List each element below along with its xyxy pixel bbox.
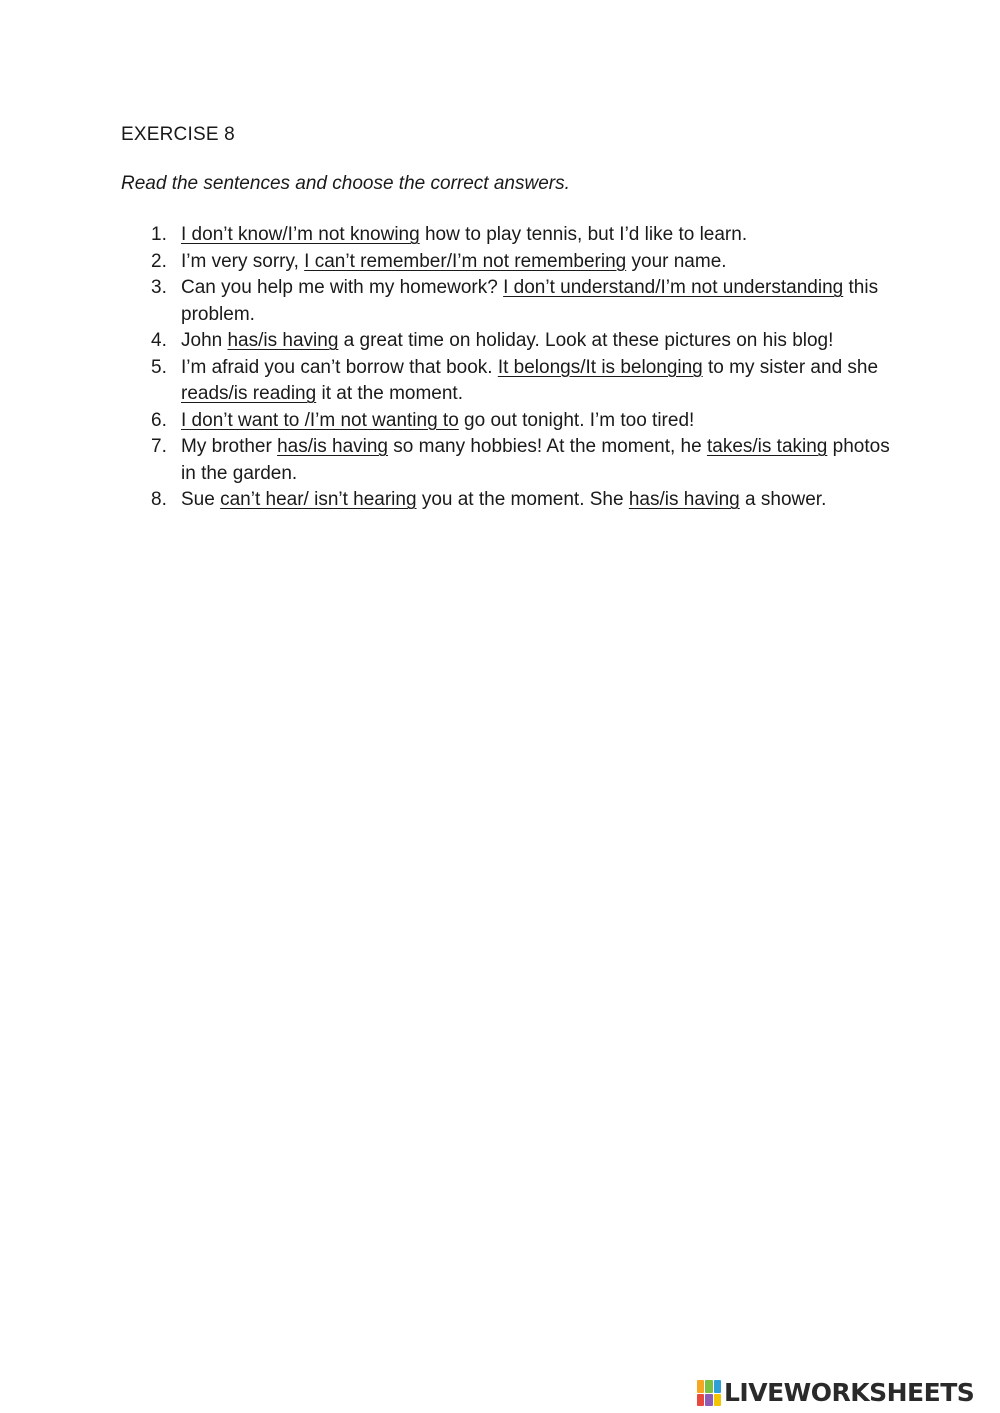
sentence-text: I’m very sorry, — [181, 250, 305, 272]
sentence-text: a great time on holiday. Look at these pictures on his blog! — [338, 330, 834, 351]
sentence-text: this problem. — [181, 277, 879, 325]
exercise-item — [151, 434, 891, 487]
exercise-title: EXERCISE 8 — [121, 124, 235, 145]
logo-text: LIVEWORKSHEETS — [724, 1378, 975, 1407]
exercise-item — [151, 249, 891, 276]
answer-choice: can’t hear/ isn’t hearing — [220, 489, 417, 510]
answer-choice: has/is having — [628, 489, 740, 510]
answer-choice: It belongs/It is belonging — [497, 356, 703, 378]
item-number: 2. — [151, 250, 167, 272]
sentence-text: Sue — [181, 489, 221, 510]
answer-choice: reads/is reading — [181, 383, 317, 404]
logo-square — [697, 1380, 704, 1393]
answer-choice: I don’t want to /I’m not wanting to — [181, 409, 459, 431]
item-number: 3. — [151, 277, 167, 298]
sentence-text: a shower. — [739, 489, 827, 510]
answer-choice: I can’t remember/I’m not remembering — [304, 250, 627, 272]
item-number: 5. — [151, 356, 167, 378]
logo-square — [705, 1380, 712, 1393]
sentence-text: photos in the garden. — [181, 436, 890, 484]
item-number: 6. — [151, 409, 167, 431]
exercise-item — [151, 328, 891, 355]
sentence-text: so many hobbies! At the moment, he — [388, 436, 707, 457]
logo-square — [697, 1394, 704, 1407]
exercise-list — [151, 222, 891, 514]
answer-choice: takes/is taking — [706, 436, 828, 457]
exercise-item — [151, 487, 891, 514]
answer-choice: I don’t know/I’m not knowing — [181, 224, 420, 245]
sentence-text: you at the moment. She — [416, 489, 629, 510]
logo-square — [714, 1380, 721, 1393]
sentence-text: I’m afraid you can’t borrow that book. — [181, 356, 498, 378]
logo-square — [705, 1394, 712, 1407]
exercise-item — [151, 222, 891, 249]
sentence-text: how to play tennis, but I’d like to learn. — [419, 224, 748, 245]
item-number: 8. — [151, 489, 167, 510]
logo-square — [714, 1394, 721, 1407]
item-number: 7. — [151, 436, 167, 457]
item-number: 1. — [151, 224, 167, 245]
sentence-text: Can you help me with my homework? — [181, 277, 504, 298]
sentence-text: John — [181, 330, 228, 351]
sentence-text: My brother — [181, 436, 278, 457]
liveworksheets-logo — [697, 1378, 974, 1408]
answer-choice: has/is having — [227, 330, 339, 351]
sentence-text: your name. — [626, 250, 727, 272]
exercise-item — [151, 275, 891, 328]
answer-choice: I don’t understand/I’m not understanding — [503, 277, 844, 298]
answer-choice: has/is having — [277, 436, 388, 457]
exercise-instructions: Read the sentences and choose the correct answers. — [121, 173, 570, 194]
sentence-text: to my sister and she — [702, 356, 879, 378]
item-number: 4. — [151, 330, 167, 351]
logo-mark-icon — [697, 1380, 721, 1406]
exercise-item — [151, 408, 891, 435]
sentence-text: go out tonight. I’m too tired! — [458, 409, 695, 431]
exercise-item — [151, 355, 891, 408]
sentence-text: it at the moment. — [316, 383, 463, 404]
